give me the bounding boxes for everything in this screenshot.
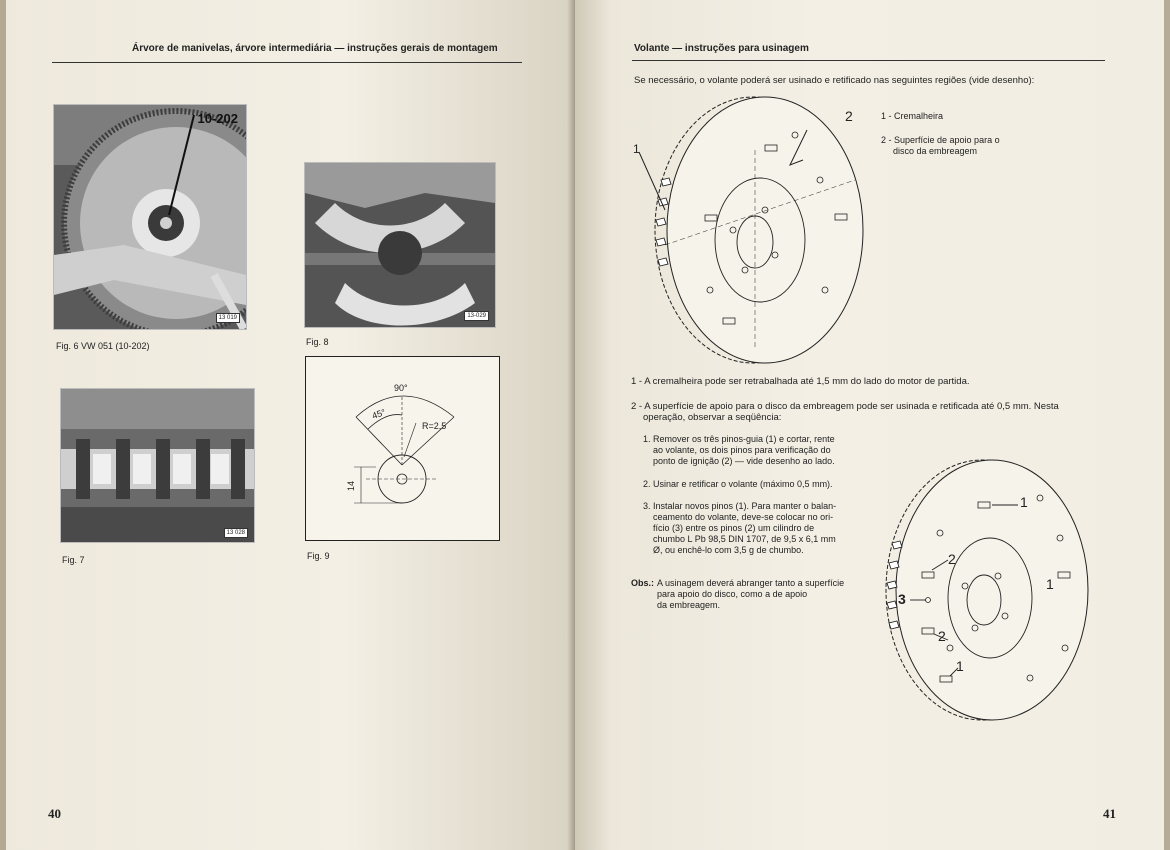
diagram2-callout-1b: 1 — [1046, 576, 1054, 592]
step-3-line: Ø, ou enchê-lo com 3,5 g de chumbo. — [653, 545, 804, 555]
fig7-caption: Fig. 7 — [62, 555, 85, 565]
diagram2-callout-2a: 2 — [948, 551, 956, 567]
header-rule — [52, 62, 522, 63]
fig9-angle-full: 90° — [394, 383, 408, 393]
fig7-photo — [60, 388, 255, 543]
flywheel-diagram-1 — [625, 90, 865, 370]
fig8-caption: Fig. 8 — [306, 337, 329, 347]
legend-1: 1 - Cremalheira — [881, 111, 944, 121]
obs-label: Obs.: — [631, 578, 655, 588]
legend-2-line1: 2 - Superfície de apoio para o — [881, 135, 1000, 145]
step-3-line: chumbo L Pb 98,5 DIN 1707, de 9,5 x 6,1 mm — [653, 534, 836, 544]
left-page — [0, 0, 575, 850]
diagram2-callout-1c: 1 — [956, 658, 964, 674]
page-edge — [1164, 0, 1170, 850]
right-page-header: Volante — instruções para usinagem — [634, 43, 809, 54]
step-1-line: 1. Remover os três pinos-guia (1) e cortar, rente — [643, 434, 835, 444]
item-2-line1: 2 - A superfície de apoio para o disco da embreagem pode ser usinada e retificada até 0,5 mm. Nesta — [631, 401, 1059, 412]
item-2-line2: operação, observar a seqüência: — [643, 412, 782, 423]
right-page — [575, 0, 1170, 850]
fig9-height: 14 — [346, 480, 357, 492]
diagram2-callout-2b: 2 — [938, 628, 946, 644]
fig9-radius: R=2,5 — [422, 421, 447, 431]
step-3-line: 3. Instalar novos pinos (1). Para manter o balan- — [643, 501, 837, 511]
fig8-tag: 13-029 — [464, 311, 489, 321]
fig9-angle-half: 45° — [370, 406, 387, 422]
fig9-drawing — [305, 356, 500, 541]
left-page-number: 40 — [48, 806, 61, 821]
obs-line: para apoio do disco, como a de apoio — [657, 589, 808, 599]
obs-text — [657, 578, 844, 611]
step-2: 2. Usinar e retificar o volante (máximo 0,5 mm). — [643, 479, 833, 489]
fig9-caption: Fig. 9 — [307, 551, 330, 561]
fig7-tag: 13 028 — [224, 528, 248, 538]
item-1: 1 - A cremalheira pode ser retrabalhada até 1,5 mm do lado do motor de partida. — [631, 376, 970, 387]
step-3 — [643, 501, 875, 556]
fig6-caption: Fig. 6 VW 051 (10-202) — [56, 341, 150, 351]
diagram1-callout-2: 2 — [845, 108, 853, 124]
flywheel-diagram-2 — [880, 448, 1110, 728]
step-1-line: ao volante, os dois pinos para verificação do — [653, 445, 831, 455]
diagram2-callout-1a: 1 — [1020, 494, 1028, 510]
step-1 — [643, 434, 873, 467]
fig8-photo — [304, 162, 496, 328]
diagram1-callout-1: 1 — [633, 142, 640, 156]
fig6-callout: 10-202 — [197, 111, 238, 126]
obs-line: da embreagem. — [657, 600, 721, 610]
left-page-header: Árvore de manivelas, árvore intermediária — instruções gerais de montagem — [132, 43, 498, 54]
right-page-number: 41 — [1103, 806, 1116, 821]
intro-text: Se necessário, o volante poderá ser usinado e retificado nas seguintes regiões (vide desenho): — [634, 75, 1035, 86]
step-1-line: ponto de ignição (2) — vide desenho ao lado. — [653, 456, 835, 466]
fig6-tag: 13 019 — [216, 313, 240, 323]
obs-line: A usinagem deverá abranger tanto a superfície — [657, 578, 845, 588]
step-3-line: fício (3) entre os pinos (2) um cilindro de — [653, 523, 815, 533]
page-edge — [0, 0, 6, 850]
diagram2-callout-3: 3 — [898, 591, 906, 607]
fig6-photo — [53, 104, 247, 330]
legend-2-line2: disco da embreagem — [893, 146, 978, 156]
header-rule — [632, 60, 1105, 61]
step-3-line: ceamento do volante, deve-se colocar no ori- — [653, 512, 834, 522]
